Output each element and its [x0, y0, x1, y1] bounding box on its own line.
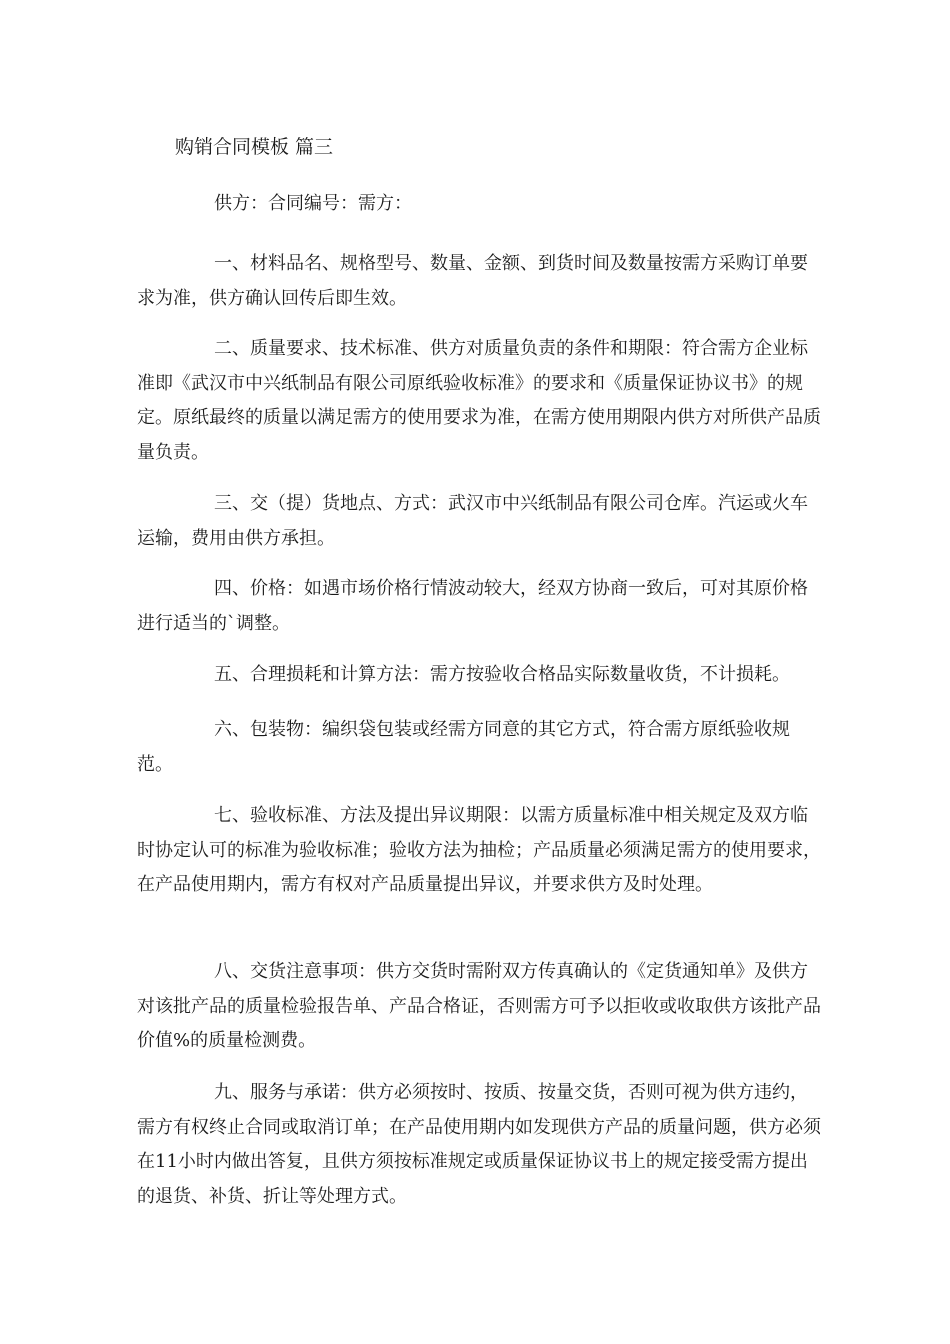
document-title: 购销合同模板 篇三 — [175, 136, 334, 158]
clause-6-paragraph: 六、包装物：编织袋包装或经需方同意的其它方式，符合需方原纸验收规范。 — [137, 719, 790, 775]
clause-3-paragraph: 三、交（提）货地点、方式：武汉市中兴纸制品有限公司仓库。汽运或火车运输，费用由供方承担。 — [137, 493, 808, 549]
contract-parties-line: 供方：合同编号：需方： — [214, 193, 412, 214]
clause-1-paragraph: 一、材料品名、规格型号、数量、金额、到货时间及数量按需方采购订单要求为准，供方确认回传后即生效。 — [137, 253, 808, 309]
clause-2-paragraph: 二、质量要求、技术标准、供方对质量负责的条件和期限：符合需方企业标准即《武汉市中兴纸制品有限公司原纸验收标准》的要求和《质量保证协议书》的规定。原纸最终的质量以满足需方的使用要求为准，在需方使用期限内供方对所供产品质量负责。 — [137, 338, 821, 463]
clause-8-paragraph: 八、交货注意事项：供方交货时需附双方传真确认的《定货通知单》及供方对该批产品的质量检验报告单、产品合格证，否则需方可予以拒收或收取供方该批产品价值%的质量检测费。 — [137, 961, 821, 1051]
clause-9-paragraph: 九、服务与承诺：供方必须按时、按质、按量交货，否则可视为供方违约，需方有权终止合同或取消订单；在产品使用期内如发现供方产品的质量问题，供方必须在11小时内做出答复，且供方须按标准规定或质量保证协议书上的规定接受需方提出的退货、补货、折让等处理方式。 — [137, 1082, 821, 1207]
clause-7-paragraph: 七、验收标准、方法及提出异议期限：以需方质量标准中相关规定及双方临时协定认可的标准为验收标准；验收方法为抽检；产品质量必须满足需方的使用要求，在产品使用期内，需方有权对产品质量提出异议，并要求供方及时处理。 — [137, 805, 821, 895]
clause-5-paragraph: 五、合理损耗和计算方法：需方按验收合格品实际数量收货，不计损耗。 — [214, 664, 790, 685]
clause-4-paragraph: 四、价格：如遇市场价格行情波动较大，经双方协商一致后，可对其原价格进行适当的`调整。 — [137, 578, 808, 634]
